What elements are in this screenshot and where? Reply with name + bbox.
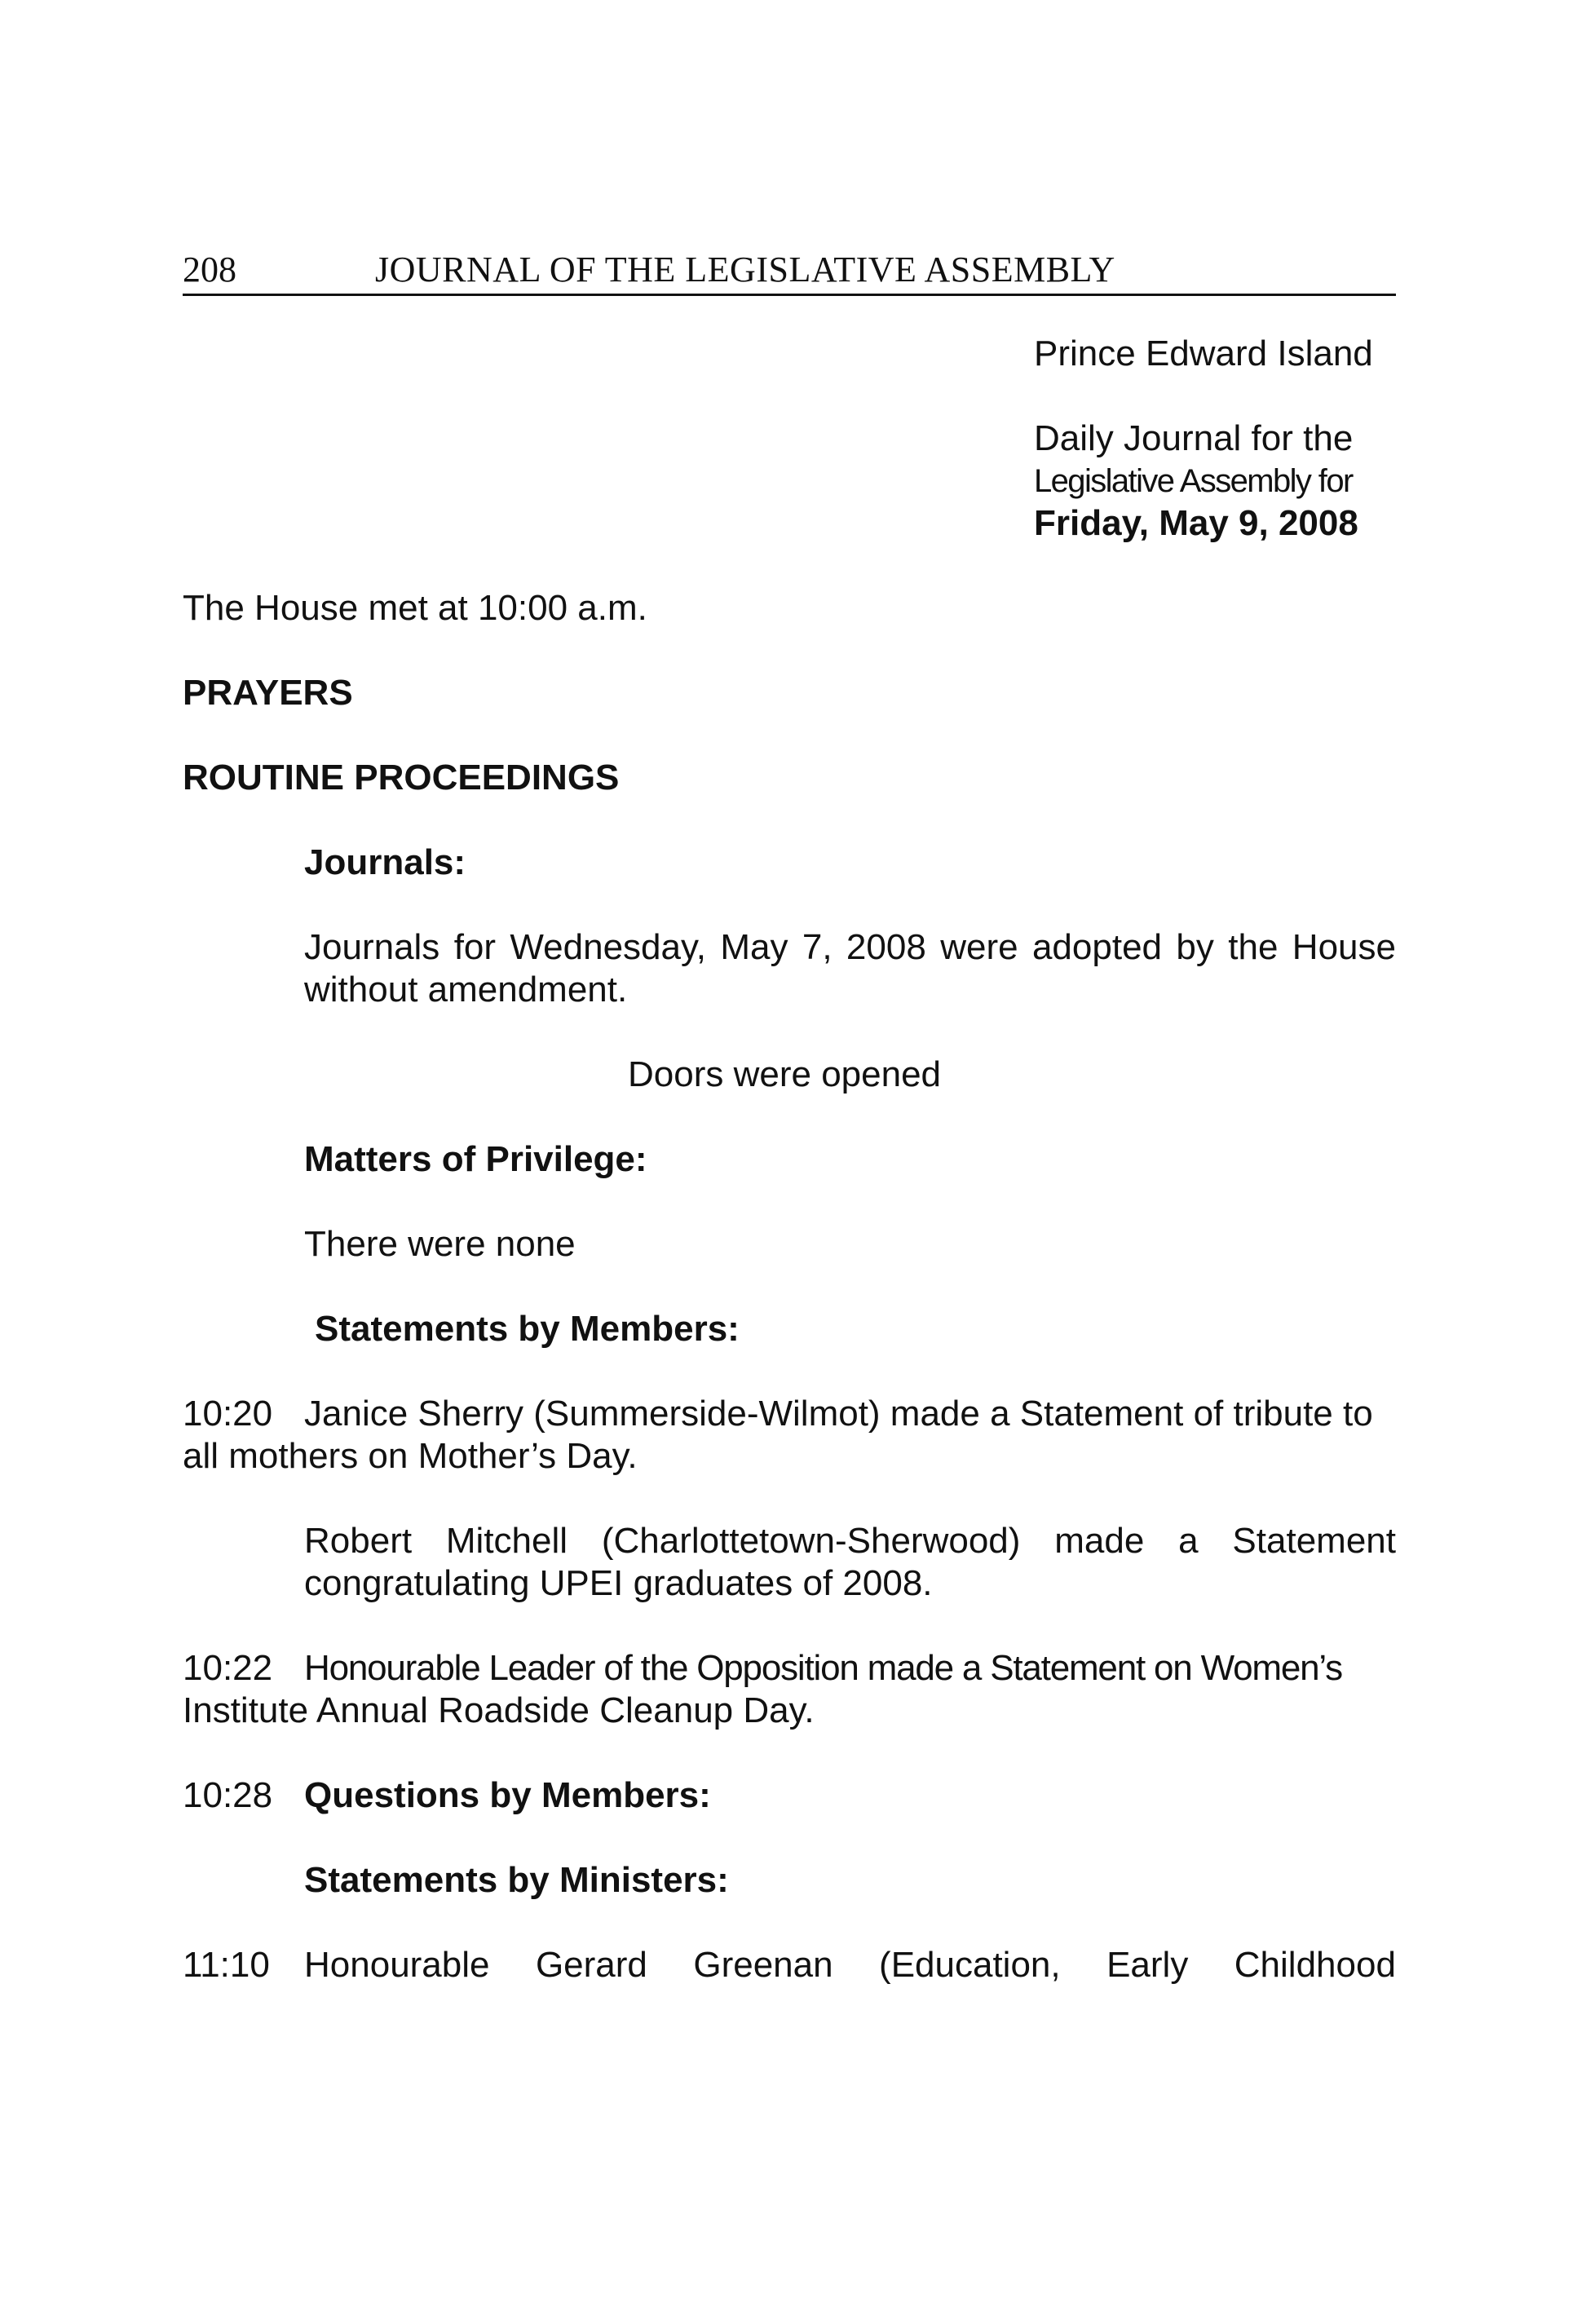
minister-word: (Education,	[879, 1945, 1061, 1985]
questions-by-members-heading: Questions by Members:	[304, 1775, 711, 1815]
privilege-text: There were none	[304, 1224, 576, 1264]
statement-2-text: Robert Mitchell (Charlottetown-Sherwood) made a Statement congratulating UPEI graduates of 2008.	[304, 1521, 1396, 1603]
minister-statement-time: 11:10	[183, 1945, 270, 1985]
statement-1-line-1: Janice Sherry (Summerside-Wilmot) made a Statement of tribute to	[304, 1394, 1373, 1434]
minister-word: Childhood	[1234, 1945, 1396, 1985]
routine-proceedings-heading: ROUTINE PROCEEDINGS	[183, 758, 620, 797]
matters-of-privilege-heading: Matters of Privilege:	[304, 1139, 647, 1179]
statement-3-line-2: Institute Annual Roadside Cleanup Day.	[183, 1690, 815, 1730]
journals-text: Journals for Wednesday, May 7, 2008 were adopted by the House without amendment.	[304, 927, 1396, 1010]
questions-time: 10:28	[183, 1775, 273, 1815]
minister-word: Greenan	[693, 1945, 833, 1985]
journals-heading: Journals:	[304, 842, 466, 882]
journal-title: JOURNAL OF THE LEGISLATIVE ASSEMBLY	[375, 250, 1115, 289]
minister-word: Honourable	[304, 1945, 490, 1985]
minister-word: Early	[1106, 1945, 1189, 1985]
minister-word: Gerard	[535, 1945, 647, 1985]
minister-statement-line	[304, 1944, 1396, 1986]
masthead-line-1: Daily Journal for the	[1034, 418, 1354, 458]
page-number: 208	[183, 250, 236, 289]
statement-1-line-2: all mothers on Mother’s Day.	[183, 1436, 638, 1476]
running-header	[183, 245, 1396, 296]
prayers-heading: PRAYERS	[183, 673, 353, 713]
masthead-line-2: Legislative Assembly for	[1034, 463, 1353, 499]
house-met-text: The House met at 10:00 a.m.	[183, 588, 647, 628]
statement-1-time: 10:20	[183, 1394, 273, 1434]
statement-3-line-1: Honourable Leader of the Opposition made a Statement on Women’s	[304, 1648, 1342, 1688]
province-name: Prince Edward Island	[1034, 334, 1373, 373]
statements-by-members-heading: Statements by Members:	[315, 1309, 740, 1349]
sitting-date: Friday, May 9, 2008	[1034, 503, 1358, 543]
doors-opened-text: Doors were opened	[628, 1054, 942, 1094]
statements-by-ministers-heading: Statements by Ministers:	[304, 1860, 729, 1900]
statement-3-time: 10:22	[183, 1648, 273, 1688]
